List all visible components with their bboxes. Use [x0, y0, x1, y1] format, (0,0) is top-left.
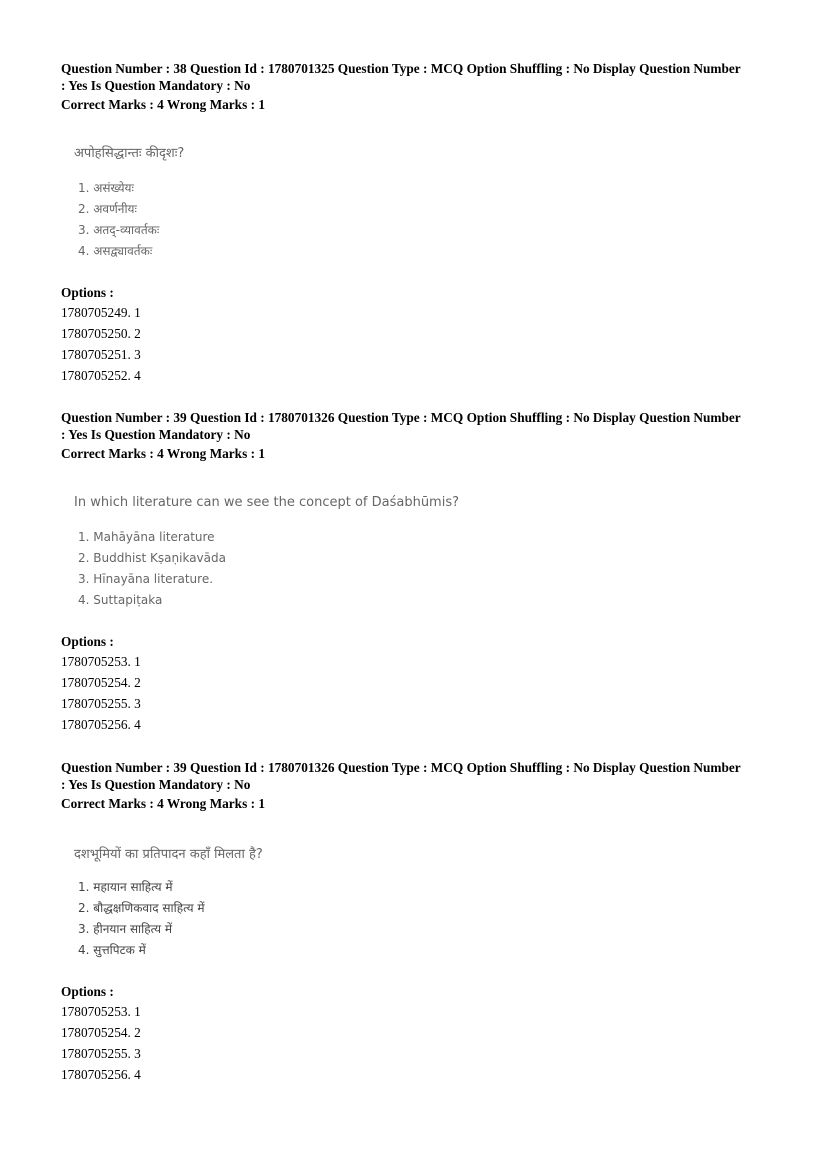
question-image [61, 842, 461, 972]
question-choice: 3. अतद्-व्यावर्तकः [78, 223, 160, 237]
option-row: 1780705254. 2 [61, 1025, 141, 1040]
question-choice: 4. असद्व्यावर्तकः [78, 244, 153, 258]
option-row: 1780705254. 2 [61, 675, 141, 690]
question-choice: 1. असंख्येयः [78, 181, 134, 195]
question-choice: 4. Suttapiṭaka [78, 593, 163, 607]
question-header-line2: : Yes Is Question Mandatory : No [61, 776, 251, 792]
question-image [61, 141, 461, 271]
option-row: 1780705251. 3 [61, 347, 141, 362]
options-label: Options : [61, 285, 114, 300]
question-block [61, 61, 771, 383]
question-image [61, 495, 561, 625]
question-header-line2: : Yes Is Question Mandatory : No [61, 77, 251, 93]
question-header [61, 410, 771, 463]
option-row: 1780705253. 1 [61, 654, 141, 669]
option-row: 1780705255. 3 [61, 1046, 141, 1061]
question-text: In which literature can we see the concept of Daśabhūmis? [74, 495, 460, 510]
option-row: 1780705255. 3 [61, 696, 141, 711]
question-choice: 2. Buddhist Kṣaṇikavāda [78, 551, 226, 565]
question-marks: Correct Marks : 4 Wrong Marks : 1 [61, 796, 265, 811]
question-marks: Correct Marks : 4 Wrong Marks : 1 [61, 446, 265, 461]
question-choice: 2. बौद्धक्षणिकवाद साहित्य में [78, 901, 205, 915]
option-row: 1780705252. 4 [61, 368, 141, 383]
question-header-line1: Question Number : 39 Question Id : 1780701326 Question Type : MCQ Option Shuffling : No Display Question Number [61, 760, 741, 775]
question-choice: 1. Mahāyāna literature [78, 530, 215, 544]
question-choice: 4. सुत्तपिटक में [78, 943, 146, 957]
option-row: 1780705249. 1 [61, 305, 141, 320]
options-label: Options : [61, 984, 114, 999]
option-row: 1780705250. 2 [61, 326, 141, 341]
option-row: 1780705253. 1 [61, 1004, 141, 1019]
option-row: 1780705256. 4 [61, 717, 141, 732]
question-choice: 3. हीनयान साहित्य में [78, 922, 173, 936]
question-choice: 2. अवर्णनीयः [78, 202, 137, 216]
question-block [61, 760, 771, 1082]
question-choice: 3. Hīnayāna literature. [78, 572, 214, 586]
question-header-line1: Question Number : 39 Question Id : 1780701326 Question Type : MCQ Option Shuffling : No Display Question Number [61, 410, 741, 425]
option-row: 1780705256. 4 [61, 1067, 141, 1082]
question-header [61, 760, 771, 813]
options-label: Options : [61, 634, 114, 649]
question-text: अपोहसिद्धान्तः कीदृशः? [74, 146, 185, 161]
question-header [61, 61, 771, 114]
question-header-line2: : Yes Is Question Mandatory : No [61, 426, 251, 442]
question-block [61, 410, 771, 732]
question-header-line1: Question Number : 38 Question Id : 1780701325 Question Type : MCQ Option Shuffling : No Display Question Number [61, 61, 741, 76]
question-text: दशभूमियों का प्रतिपादन कहाँ मिलता है? [74, 847, 263, 862]
question-choice: 1. महायान साहित्य में [78, 880, 173, 894]
question-marks: Correct Marks : 4 Wrong Marks : 1 [61, 97, 265, 112]
